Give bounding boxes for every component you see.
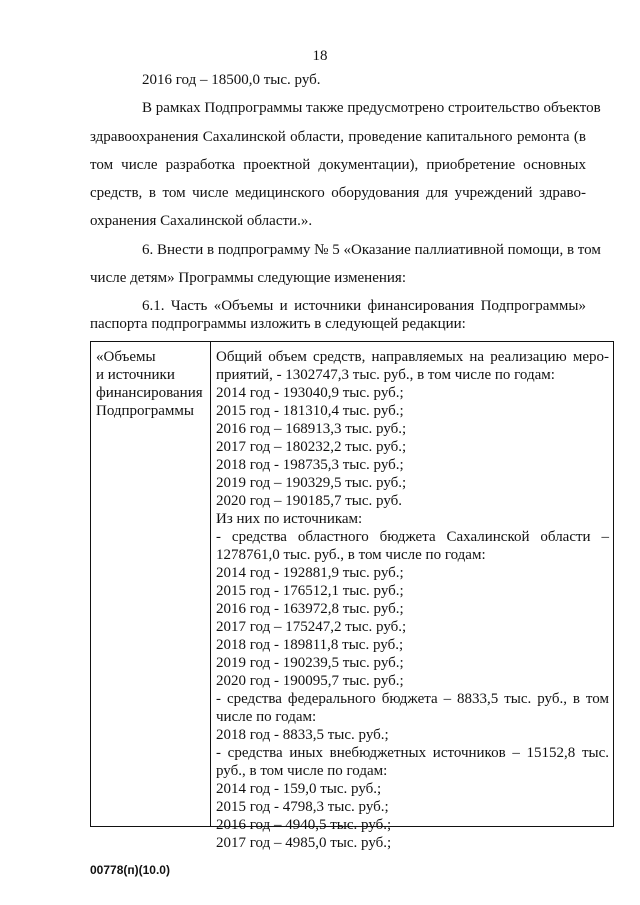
value-line: 1278761,0 тыс. руб., в том числе по годам: (216, 547, 486, 563)
value-line: 2014 год - 159,0 тыс. руб.; (216, 781, 382, 797)
value-line: 2014 год - 192881,9 тыс. руб.; (216, 565, 404, 581)
value-line: 2016 год – 4940,5 тыс. руб.; (216, 817, 392, 833)
page-number: 18 (312, 48, 328, 64)
value-line: 2016 год – 168913,3 тыс. руб.; (216, 421, 407, 437)
paragraph-line: том числе разработка проектной документации), приобретение основных (90, 157, 586, 173)
value-line: 2020 год - 190095,7 тыс. руб.; (216, 673, 404, 689)
value-line: Из них по источникам: (216, 511, 363, 527)
value-line: - средства федерального бюджета – 8833,5 тыс. руб., в том (216, 691, 609, 707)
paragraph-line: числе детям» Программы следующие изменения: (90, 270, 406, 286)
value-line: 2015 год - 176512,1 тыс. руб.; (216, 583, 404, 599)
value-line: числе по годам: (216, 709, 317, 725)
value-line: - средства иных внебюджетных источников – 15152,8 тыс. (216, 745, 609, 761)
value-line: 2017 год – 180232,2 тыс. руб.; (216, 439, 407, 455)
table-label-cell (96, 348, 208, 420)
paragraph-line: паспорта подпрограммы изложить в следующей редакции: (90, 316, 466, 332)
paragraph-line: здравоохранения Сахалинской области, проведение капитального ремонта (в (90, 129, 586, 145)
value-line: приятий, - 1302747,3 тыс. руб., в том числе по годам: (216, 367, 555, 383)
value-line: 2017 год – 4985,0 тыс. руб.; (216, 835, 392, 851)
value-line: 2018 год - 8833,5 тыс. руб.; (216, 727, 389, 743)
value-line: 2019 год – 190329,5 тыс. руб.; (216, 475, 407, 491)
label-line: и источники (96, 367, 175, 383)
paragraph-line: В рамках Подпрограммы также предусмотрено строительство объектов (142, 100, 601, 116)
value-line: 2017 год – 175247,2 тыс. руб.; (216, 619, 407, 635)
value-line: 2014 год - 193040,9 тыс. руб.; (216, 385, 404, 401)
value-line: - средства областного бюджета Сахалинской области – (216, 529, 609, 545)
paragraph-line: 6. Внести в подпрограмму № 5 «Оказание паллиативной помощи, в том (142, 242, 601, 258)
value-line: 2015 год - 181310,4 тыс. руб.; (216, 403, 404, 419)
label-line: «Объемы (96, 349, 156, 365)
value-line: 2018 год - 198735,3 тыс. руб.; (216, 457, 404, 473)
value-line: 2020 год – 190185,7 тыс. руб. (216, 493, 403, 509)
paragraph-line: 2016 год – 18500,0 тыс. руб. (142, 72, 321, 88)
label-line: финансирования (96, 385, 203, 401)
value-line: Общий объем средств, направляемых на реализацию меро- (216, 349, 609, 365)
document-code: 00778(п)(10.0) (90, 863, 170, 877)
value-line: 2019 год - 190239,5 тыс. руб.; (216, 655, 404, 671)
paragraph-line: охранения Сахалинской области.». (90, 213, 313, 229)
label-line: Подпрограммы (96, 403, 194, 419)
paragraph-line: 6.1. Часть «Объемы и источники финансирования Подпрограммы» (142, 298, 586, 314)
value-line: руб., в том числе по годам: (216, 763, 388, 779)
paragraph-line: средств, в том числе медицинского оборудования для учреждений здраво- (90, 185, 586, 201)
value-line: 2018 год - 189811,8 тыс. руб.; (216, 637, 404, 653)
table-value-cell (216, 348, 609, 852)
value-line: 2015 год - 4798,3 тыс. руб.; (216, 799, 389, 815)
financing-table (90, 341, 614, 851)
column-divider (210, 342, 211, 826)
value-line: 2016 год - 163972,8 тыс. руб.; (216, 601, 404, 617)
